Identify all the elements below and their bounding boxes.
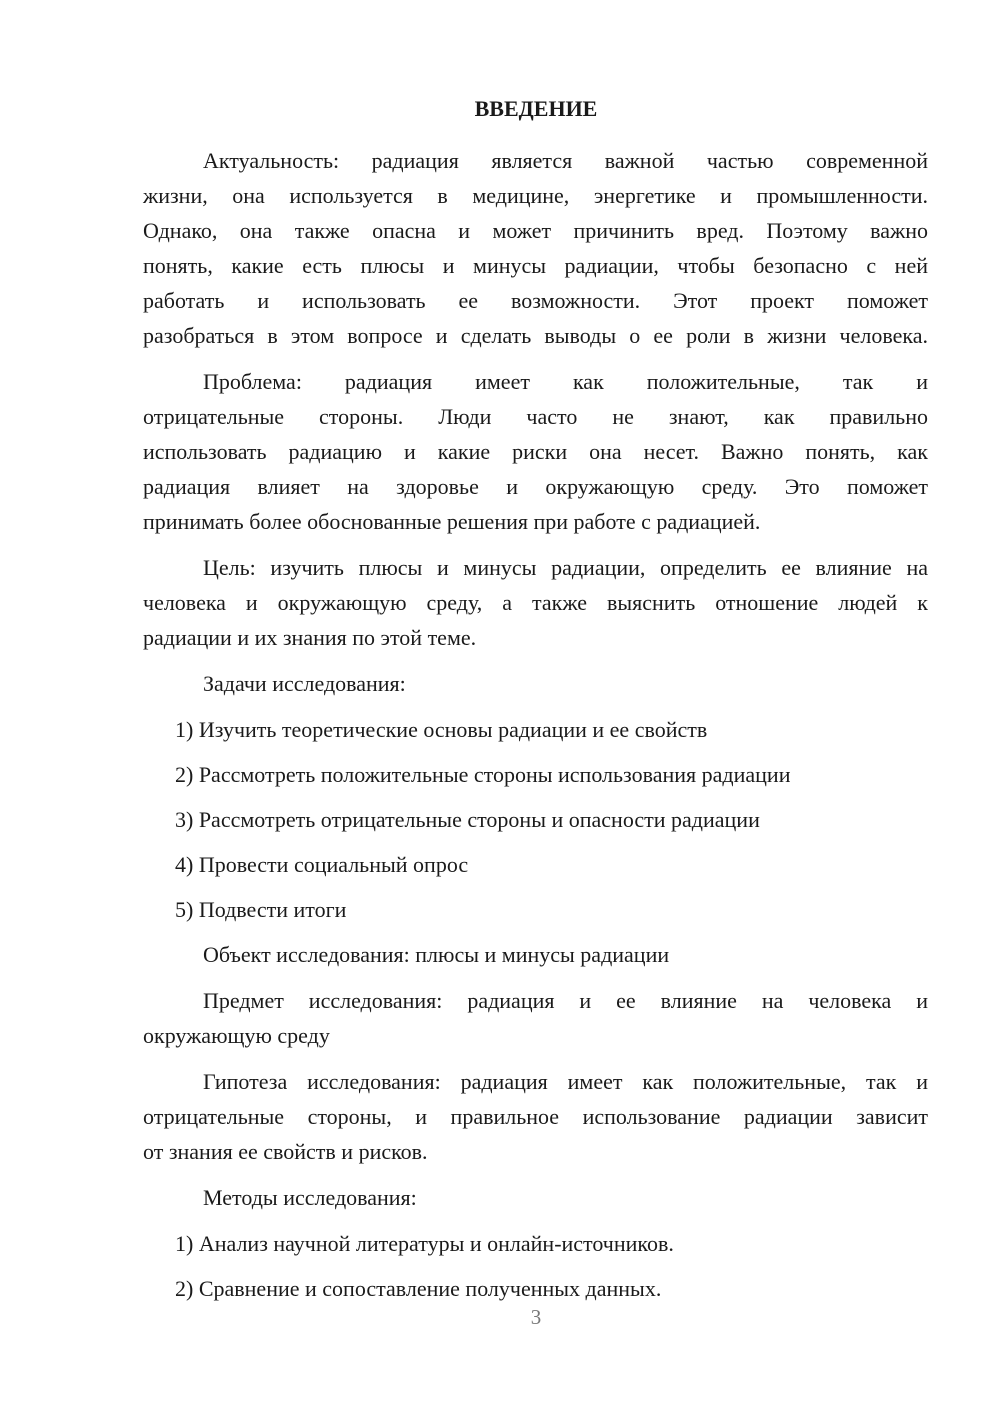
text-line: Однако, она также опасна и может причинить вред. Поэтому важно <box>143 218 928 243</box>
paragraph-subject <box>143 983 928 1053</box>
text-line: окружающую среду <box>143 1023 330 1048</box>
page-number: 3 <box>530 1305 542 1329</box>
paragraph-object <box>143 937 928 972</box>
list-item: 4) Провести социальный опрос <box>175 852 469 877</box>
paragraph-relevance <box>143 143 928 353</box>
text-line: принимать более обоснованные решения при работе с радиацией. <box>143 509 761 534</box>
text-line: Гипотеза исследования: радиация имеет как положительные, так и <box>203 1069 928 1094</box>
text-line: Цель: изучить плюсы и минусы радиации, определить ее влияние на <box>203 555 928 580</box>
list-item: 2) Сравнение и сопоставление полученных данных. <box>175 1276 662 1301</box>
list-item: 2) Рассмотреть положительные стороны использования радиации <box>175 762 791 787</box>
paragraph-problem <box>143 364 928 539</box>
text-line: Объект исследования: плюсы и минусы радиации <box>203 942 670 967</box>
text-line: отрицательные стороны, и правильное использование радиации зависит <box>143 1104 928 1129</box>
text-line: Предмет исследования: радиация и ее влияние на человека и <box>203 988 928 1013</box>
text-line: работать и использовать ее возможности. Этот проект поможет <box>143 288 928 313</box>
text-line: человека и окружающую среду, а также выяснить отношение людей к <box>143 590 928 615</box>
text-line: понять, какие есть плюсы и минусы радиации, чтобы безопасно с ней <box>143 253 928 278</box>
text-line: Проблема: радиация имеет как положительные, так и <box>203 369 928 394</box>
list-item: 1) Изучить теоретические основы радиации и ее свойств <box>175 717 708 742</box>
methods-heading <box>143 1180 928 1215</box>
list-item: 3) Рассмотреть отрицательные стороны и опасности радиации <box>175 807 760 832</box>
text-line: Актуальность: радиация является важной частью современной <box>203 148 928 173</box>
text-line: радиации и их знания по этой теме. <box>143 625 477 650</box>
tasks-heading <box>143 666 928 701</box>
text-line: использовать радиацию и какие риски она несет. Важно понять, как <box>143 439 928 464</box>
text-line: жизни, она используется в медицине, энергетике и промышленности. <box>143 183 928 208</box>
paragraph-hypothesis <box>143 1064 928 1169</box>
text-line: разобраться в этом вопросе и сделать выводы о ее роли в жизни человека. <box>143 323 928 348</box>
list-item: 5) Подвести итоги <box>175 897 347 922</box>
paragraph-goal <box>143 550 928 655</box>
text-line: от знания ее свойств и рисков. <box>143 1139 428 1164</box>
text-line: радиация влияет на здоровье и окружающую среду. Это поможет <box>143 474 928 499</box>
tasks-list <box>143 712 928 927</box>
methods-list <box>143 1226 928 1306</box>
document-body <box>143 143 928 1316</box>
text-line: Методы исследования: <box>203 1185 417 1210</box>
list-item: 1) Анализ научной литературы и онлайн-источников. <box>175 1231 674 1256</box>
text-line: отрицательные стороны. Люди часто не знают, как правильно <box>143 404 928 429</box>
section-title: ВВЕДЕНИЕ <box>474 96 598 121</box>
text-line: Задачи исследования: <box>203 671 406 696</box>
